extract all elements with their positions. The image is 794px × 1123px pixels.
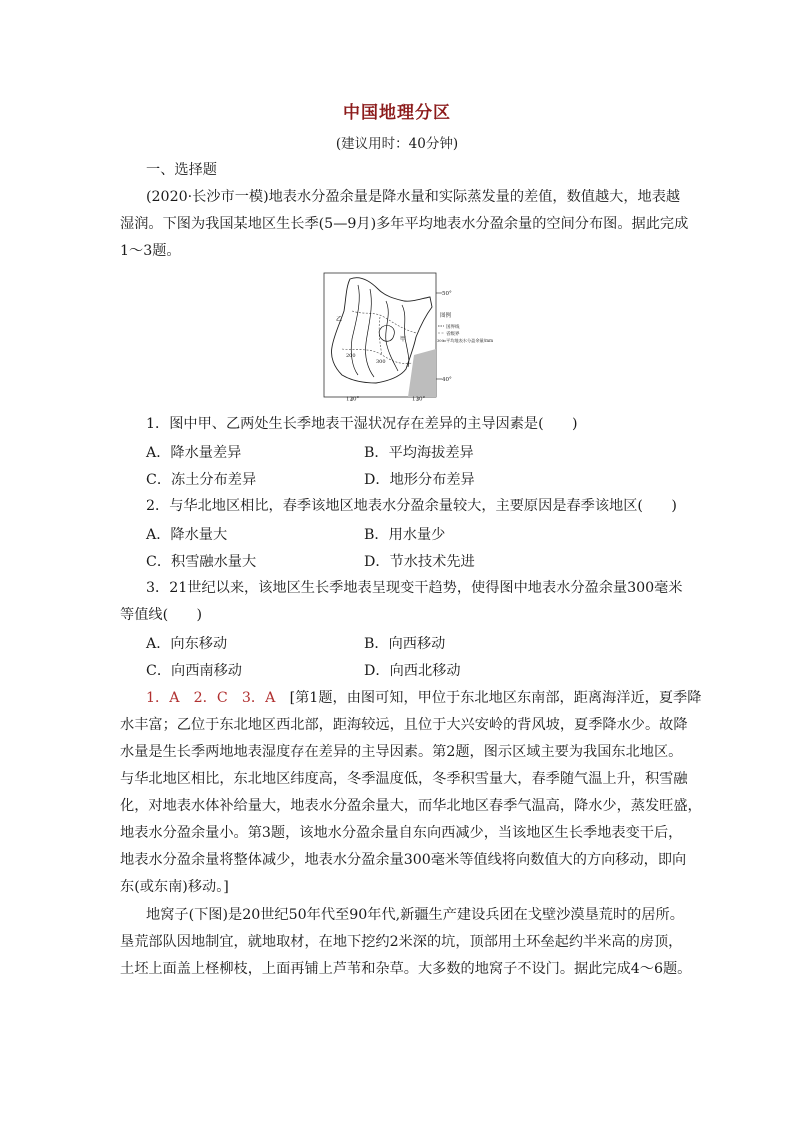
lon-label-left: 120° (346, 396, 360, 403)
section-heading: 一、选择题 (146, 162, 217, 178)
option: C．积雪融水量大 (146, 554, 257, 570)
question-stem: 等值线( ) (120, 607, 203, 623)
answer-line: 地表水分盈余量小。第3题，该地水分盈余量自东向西减少，当该地区生长季地表变干后， (120, 825, 683, 841)
passage-line: 垦荒部队因地制宜，就地取材，在地下挖约2米深的坑，顶部用土环垒起约半米高的房顶， (120, 934, 683, 950)
answer-line: 东(或东南)移动。] (120, 879, 229, 895)
legend-item: 省级界 (446, 332, 460, 337)
lat-label-top: 50° (442, 291, 452, 297)
answer-line (146, 688, 701, 708)
option: C．冻土分布差异 (146, 472, 257, 488)
option: B．向西移动 (364, 636, 446, 652)
option: B．平均海拔差异 (364, 445, 474, 461)
isoline-value: 200 (346, 353, 356, 359)
question-stem: 3．21世纪以来，该地区生长季地表呈现变干趋势，使得图中地表水分盈余量300毫米 (146, 580, 683, 596)
lon-label-right: 130° (412, 396, 426, 403)
question-stem: 2．与华北地区相比，春季该地区地表水分盈余量较大，主要原因是春季该地区( ) (146, 498, 677, 514)
intro-line: 湿润。下图为我国某地区生长季(5—9月)多年平均地表水分盈余量的空间分布图。据此完成 (120, 216, 689, 232)
answer-key: 1．A 2．C 3．A (146, 690, 276, 706)
isoline-value: 300 (376, 359, 386, 365)
legend-title: 图例 (440, 313, 452, 319)
answer-explanation: [第1题，由图可知，甲位于东北地区东南部，距离海洋近，夏季降 (289, 690, 702, 706)
legend-iso-sample: 300 (437, 339, 444, 343)
answer-line: 与华北地区相比，东北地区纬度高，冬季温度低，冬季积雪量大，春季随气温上升，积雪融 (120, 771, 688, 787)
point-yi-label: 乙 (336, 316, 343, 323)
surplus-map-figure (322, 271, 494, 403)
intro-line: (2020·长沙市一模)地表水分盈余量是降水量和实际蒸发量的差值，数值越大，地表越 (146, 189, 681, 205)
answer-line: 水丰富；乙位于东北地区西北部，距海较远，且位于大兴安岭的背风坡，夏季降水少。故降 (120, 717, 688, 733)
option: A．降水量大 (146, 527, 228, 543)
option: D．向西北移动 (364, 663, 461, 679)
option: A．降水量差异 (146, 445, 242, 461)
option: B．用水量少 (364, 527, 446, 543)
intro-line: 1～3题。 (120, 243, 181, 259)
passage-line: 土坯上面盖上柽柳枝，上面再铺上芦苇和杂草。大多数的地窝子不设门。据此完成4～6题。 (120, 961, 692, 977)
option: A．向东移动 (146, 636, 228, 652)
answer-line: 化，对地表水体补给量大，地表水分盈余量大，而华北地区春季气温高，降水少，蒸发旺盛， (120, 798, 702, 814)
time-hint: (建议用时：40分钟) (335, 136, 459, 152)
answer-line: 地表水分盈余量将整体减少，地表水分盈余量300毫米等值线将向数值大的方向移动，即向 (120, 852, 687, 868)
legend-item: 国界线 (446, 325, 460, 330)
question-stem: 1．图中甲、乙两处生长季地表干湿状况存在差异的主导因素是( ) (146, 416, 578, 432)
passage-line: 地窝子(下图)是20世纪50年代至90年代,新疆生产建设兵团在戈壁沙漠垦荒时的居所。 (146, 907, 684, 923)
answer-line: 水量是生长季两地地表湿度存在差异的主导因素。第2题，图示区域主要为我国东北地区。 (120, 744, 683, 760)
page-title: 中国地理分区 (343, 103, 451, 123)
option: C．向西南移动 (146, 663, 242, 679)
option: D．节水技术先进 (364, 554, 475, 570)
lat-label-bottom: 40° (442, 377, 452, 383)
option: D．地形分布差异 (364, 472, 475, 488)
point-jia-label: 甲 (400, 336, 407, 343)
legend-item: 平均地表水分盈余量/mm (446, 338, 494, 343)
